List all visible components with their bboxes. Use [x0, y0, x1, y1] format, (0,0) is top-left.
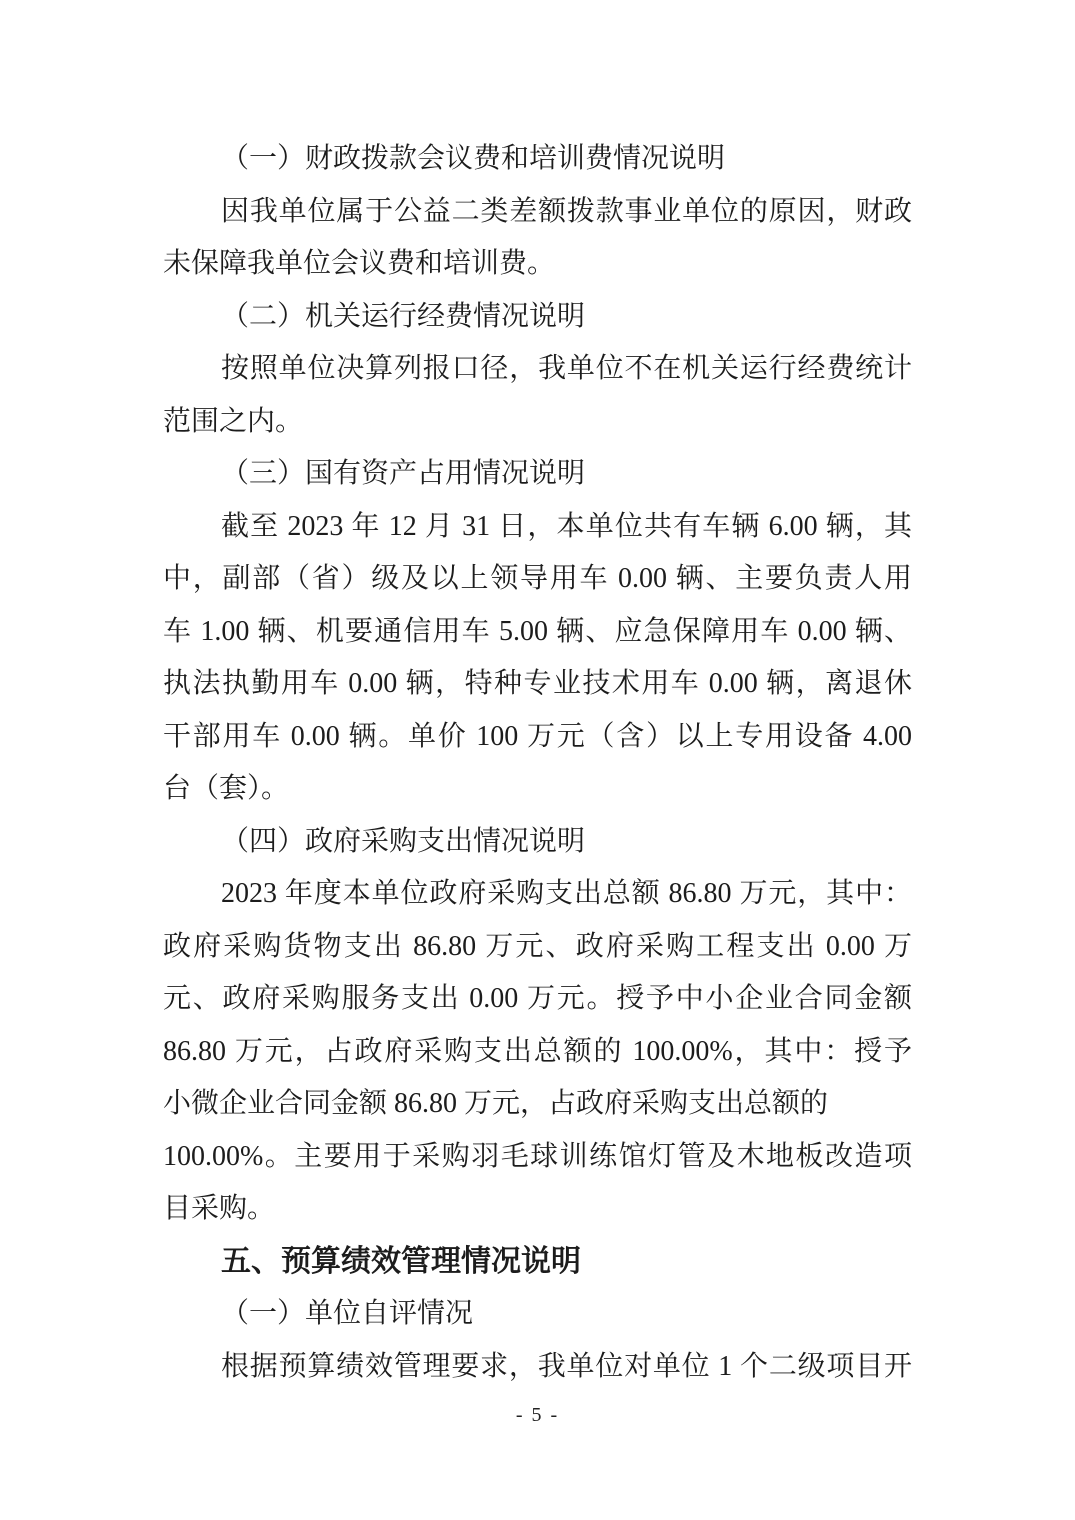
- section-heading: （四）政府采购支出情况说明: [221, 825, 586, 857]
- paragraph-line: 小微企业合同金额 86.80 万元，占政府采购支出总额的: [163, 1088, 829, 1119]
- section-heading: （三）国有资产占用情况说明: [221, 458, 586, 489]
- section-heading: （一）财政拨款会议费和培训费情况说明: [221, 143, 726, 174]
- section-heading: （一）单位自评情况: [221, 1298, 474, 1329]
- paragraph-line: 政府采购货物支出 86.80 万元、政府采购工程支出 0.00 万: [163, 930, 912, 962]
- paragraph-line: 干部用车 0.00 辆。单价 100 万元（含）以上专用设备 4.00: [163, 720, 912, 752]
- paragraph-line: 2023 年度本单位政府采购支出总额 86.80 万元，其中：: [221, 878, 912, 909]
- paragraph-line: 按照单位决算列报口径，我单位不在机关运行经费统计: [221, 353, 912, 384]
- paragraph-line: 中，副部（省）级及以上领导用车 0.00 辆、主要负责人用: [163, 563, 912, 594]
- paragraph-line: 目采购。: [163, 1193, 276, 1224]
- section-heading: （二）机关运行经费情况说明: [221, 300, 586, 332]
- document-content: [163, 133, 912, 1393]
- paragraph-line: 未保障我单位会议费和培训费。: [163, 248, 556, 279]
- paragraph-line: 根据预算绩效管理要求，我单位对单位 1 个二级项目开: [221, 1350, 912, 1382]
- paragraph-line: 执法执勤用车 0.00 辆，特种专业技术用车 0.00 辆，离退休: [163, 668, 912, 699]
- page-number: - 5 -: [515, 1404, 560, 1426]
- paragraph-line: 因我单位属于公益二类差额拨款事业单位的原因，财政: [221, 195, 912, 227]
- chapter-heading: 五、预算绩效管理情况说明: [221, 1244, 581, 1278]
- paragraph-line: 元、政府采购服务支出 0.00 万元。授予中小企业合同金额: [163, 983, 912, 1014]
- paragraph-line: 范围之内。: [163, 405, 304, 437]
- paragraph-line: 86.80 万元，占政府采购支出总额的 100.00%，其中：授予: [163, 1035, 912, 1067]
- paragraph-line: 100.00%。主要用于采购羽毛球训练馆灯管及木地板改造项: [163, 1140, 912, 1172]
- paragraph-line: 车 1.00 辆、机要通信用车 5.00 辆、应急保障用车 0.00 辆、: [163, 615, 912, 647]
- paragraph-line: 截至 2023 年 12 月 31 日，本单位共有车辆 6.00 辆，其: [221, 510, 912, 542]
- paragraph-line: 台（套）。: [163, 773, 290, 804]
